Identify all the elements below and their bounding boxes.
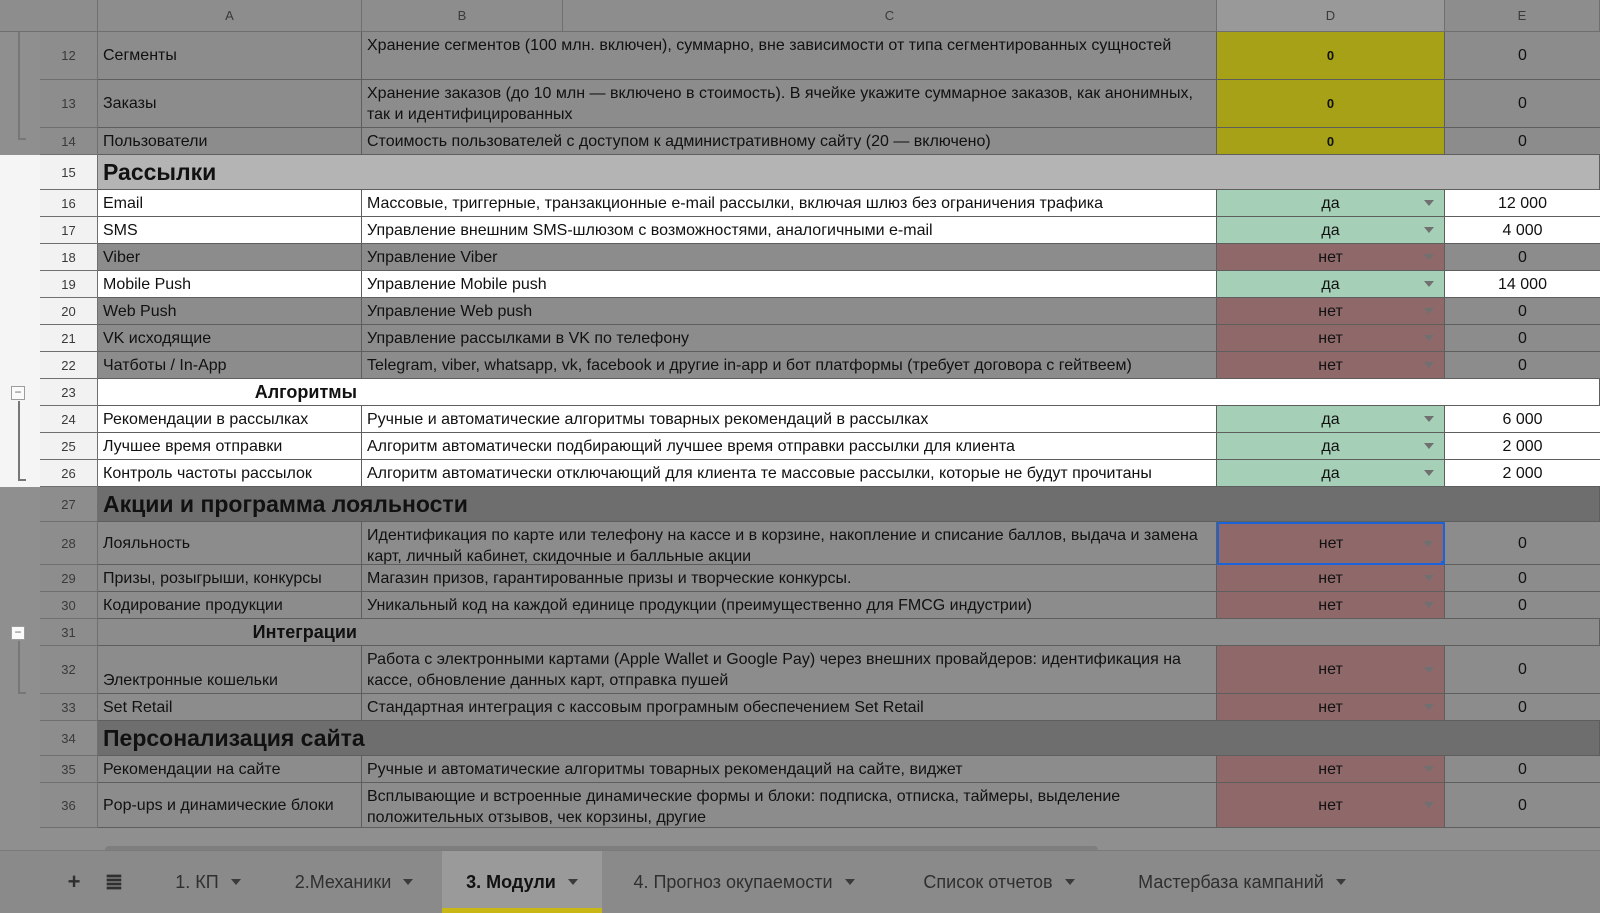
- module-description: Управление Mobile push: [367, 276, 547, 293]
- description-cell[interactable]: [362, 298, 1217, 325]
- row-header[interactable]: 33: [40, 694, 98, 721]
- module-description: Ручные и автоматические алгоритмы товарных рекомендаций на сайте, виджет: [367, 761, 963, 778]
- row-header[interactable]: 14: [40, 128, 98, 155]
- row-gutter: [0, 694, 40, 721]
- dropdown-arrow-icon[interactable]: [1424, 766, 1434, 772]
- dropdown-arrow-icon[interactable]: [1424, 308, 1434, 314]
- module-name-cell[interactable]: [98, 592, 362, 619]
- row-header[interactable]: 34: [40, 721, 98, 756]
- module-description: Управление Web push: [367, 303, 533, 320]
- dropdown-value: да: [1321, 464, 1340, 482]
- description-cell[interactable]: [362, 325, 1217, 352]
- tab-menu-arrow-icon[interactable]: [568, 879, 578, 885]
- description-cell[interactable]: [362, 522, 1217, 565]
- module-name-cell[interactable]: [98, 32, 362, 80]
- module-name: Viber: [103, 248, 141, 266]
- quantity-value: 0: [1326, 133, 1335, 149]
- price-value: 4 000: [1502, 221, 1543, 239]
- row-gutter: [0, 646, 40, 694]
- price-cell[interactable]: [1445, 565, 1600, 592]
- module-description: Работа с электронными картами (Apple Wallet и Google Pay) через внешних провайдеров: идентификация на кассе, обновление данных карт, отправка пушей: [367, 651, 1181, 689]
- row-gutter: [0, 433, 40, 460]
- dropdown-value: нет: [1318, 661, 1343, 678]
- price-value: 0: [1518, 95, 1527, 112]
- add-sheet-glyph: +: [67, 869, 81, 894]
- dropdown-value: да: [1321, 437, 1340, 455]
- group-outline-line: [18, 32, 20, 140]
- group-outline-line: [18, 401, 20, 482]
- dropdown-value: да: [1321, 221, 1340, 239]
- price-cell[interactable]: [1445, 460, 1600, 487]
- dropdown-arrow-icon[interactable]: [1424, 362, 1434, 368]
- module-description: Массовые, триггерные, транзакционные e-mail рассылки, включая шлюз без ограничения трафика: [367, 195, 1104, 212]
- price-value: 6 000: [1502, 410, 1543, 428]
- description-cell[interactable]: [362, 190, 1217, 217]
- row-gutter: [0, 271, 40, 298]
- sheet-tab-3[interactable]: [442, 851, 602, 913]
- dropdown-value: да: [1321, 275, 1340, 293]
- sheet-tab-label: 2.Механики: [294, 871, 392, 892]
- dropdown-arrow-icon[interactable]: [1424, 443, 1434, 449]
- option-dropdown[interactable]: [1217, 694, 1445, 721]
- dropdown-arrow-icon[interactable]: [1424, 667, 1434, 673]
- module-description: Хранение заказов (до 10 млн — включено в стоимость). В ячейке укажите суммарное заказов, как анонимных, так и идентифицированных: [367, 85, 1193, 123]
- sheet-tab-1[interactable]: [150, 851, 266, 913]
- row-header[interactable]: 22: [40, 352, 98, 379]
- description-cell[interactable]: [362, 565, 1217, 592]
- tab-menu-arrow-icon[interactable]: [231, 879, 241, 885]
- row-gutter: [0, 721, 40, 756]
- price-cell[interactable]: [1445, 406, 1600, 433]
- dropdown-value: нет: [1318, 248, 1343, 266]
- description-cell[interactable]: [362, 128, 1217, 155]
- description-cell[interactable]: [362, 756, 1217, 783]
- section-header: [98, 155, 1600, 190]
- collapse-group-icon[interactable]: −: [11, 386, 25, 400]
- sheet-tab-label: Мастербаза кампаний: [1138, 871, 1324, 892]
- dropdown-arrow-icon[interactable]: [1424, 227, 1434, 233]
- add-sheet-icon[interactable]: [58, 851, 90, 913]
- quantity-value: 0: [1326, 96, 1335, 111]
- dropdown-arrow-icon[interactable]: [1424, 254, 1434, 260]
- module-name: Рекомендации в рассылках: [103, 410, 309, 428]
- module-name-cell[interactable]: [98, 80, 362, 128]
- section-header: [98, 487, 1600, 522]
- price-cell[interactable]: [1445, 190, 1600, 217]
- dropdown-value: нет: [1318, 535, 1344, 552]
- option-dropdown[interactable]: [1217, 646, 1445, 694]
- group-outline-end: [18, 479, 26, 481]
- tab-menu-arrow-icon[interactable]: [403, 879, 413, 885]
- row-header[interactable]: 35: [40, 756, 98, 783]
- select-all-corner[interactable]: [0, 0, 98, 32]
- row-header[interactable]: 17: [40, 217, 98, 244]
- row-header[interactable]: 12: [40, 32, 98, 80]
- price-value: 0: [1518, 356, 1527, 374]
- module-name-cell[interactable]: [98, 352, 362, 379]
- module-name-cell[interactable]: [98, 694, 362, 721]
- option-dropdown[interactable]: [1217, 592, 1445, 619]
- price-value: 0: [1518, 661, 1527, 678]
- price-value: 0: [1518, 248, 1527, 266]
- dropdown-value: нет: [1318, 329, 1343, 347]
- module-name-cell[interactable]: [98, 522, 362, 565]
- group-outline-end: [18, 138, 26, 140]
- dropdown-arrow-icon[interactable]: [1424, 602, 1434, 608]
- module-description: Уникальный код на каждой единице продукции (преимущественно для FMCG индустрии): [367, 597, 1033, 614]
- group-outline-line: [18, 641, 20, 695]
- dropdown-value: да: [1321, 194, 1340, 212]
- module-name-cell[interactable]: [98, 783, 362, 828]
- dropdown-arrow-icon[interactable]: [1424, 802, 1434, 808]
- module-description: Всплывающие и встроенные динамические формы и блоки: подписка, отписка, таймеры, выделение положительных отзывов, чек корзины, другие: [367, 788, 1121, 826]
- dropdown-value: нет: [1318, 760, 1343, 778]
- sheet-tab-label: 1. КП: [175, 871, 219, 892]
- module-name: Pop-ups и динамические блоки: [103, 796, 334, 814]
- description-cell[interactable]: [362, 694, 1217, 721]
- all-sheets-icon[interactable]: [98, 851, 130, 913]
- subsection-header: [98, 379, 362, 406]
- module-description: Алгоритм автоматически подбирающий лучшее время отправки рассылки для клиента: [367, 438, 1015, 455]
- column-header-d[interactable]: D: [1217, 0, 1445, 32]
- module-name-cell[interactable]: [98, 433, 362, 460]
- module-name: Кодирование продукции: [103, 596, 283, 614]
- tab-menu-arrow-icon[interactable]: [1065, 879, 1075, 885]
- price-cell[interactable]: [1445, 244, 1600, 271]
- module-name: Контроль частоты рассылок: [103, 464, 312, 482]
- row-gutter: [0, 406, 40, 433]
- module-name-cell[interactable]: [98, 565, 362, 592]
- module-name: Чатботы / In-App: [103, 356, 227, 374]
- module-name: Лучшее время отправки: [103, 437, 283, 455]
- dropdown-value: нет: [1318, 796, 1343, 814]
- module-name-cell[interactable]: [98, 756, 362, 783]
- description-cell[interactable]: [362, 592, 1217, 619]
- row-gutter: [0, 487, 40, 522]
- module-description: Управление Viber: [367, 249, 498, 266]
- dropdown-value: нет: [1318, 596, 1343, 614]
- column-header-e[interactable]: E: [1445, 0, 1600, 32]
- module-name: Mobile Push: [103, 275, 192, 293]
- price-value: 0: [1518, 47, 1527, 64]
- option-dropdown[interactable]: [1217, 190, 1445, 217]
- price-value: 0: [1518, 760, 1527, 778]
- price-cell[interactable]: [1445, 783, 1600, 828]
- row-header[interactable]: 27: [40, 487, 98, 522]
- option-dropdown[interactable]: [1217, 565, 1445, 592]
- price-cell[interactable]: [1445, 32, 1600, 80]
- module-description: Стоимость пользователей с доступом к административному сайту (20 — включено): [367, 133, 991, 150]
- row-header[interactable]: 29: [40, 565, 98, 592]
- subsection-fill: [362, 619, 1600, 646]
- sheet-tab-6[interactable]: [1118, 851, 1366, 913]
- column-header-b[interactable]: B: [362, 0, 563, 32]
- module-description: Управление рассылками в VK по телефону: [367, 330, 690, 347]
- module-name-cell[interactable]: [98, 244, 362, 271]
- dropdown-arrow-icon[interactable]: [1423, 541, 1433, 547]
- subsection-title: Интеграции: [252, 621, 357, 642]
- price-cell[interactable]: [1445, 352, 1600, 379]
- quantity-value: 0: [1326, 48, 1335, 63]
- option-dropdown[interactable]: [1217, 352, 1445, 379]
- option-dropdown[interactable]: [1217, 522, 1445, 565]
- module-name: Set Retail: [103, 698, 173, 716]
- row-header[interactable]: 19: [40, 271, 98, 298]
- module-name-cell[interactable]: [98, 190, 362, 217]
- price-value: 0: [1518, 534, 1527, 552]
- column-header-c[interactable]: C: [563, 0, 1217, 32]
- description-cell[interactable]: [362, 271, 1217, 298]
- tab-menu-arrow-icon[interactable]: [845, 879, 855, 885]
- row-header[interactable]: 23: [40, 379, 98, 406]
- description-cell[interactable]: [362, 352, 1217, 379]
- row-gutter: [0, 217, 40, 244]
- price-cell[interactable]: [1445, 298, 1600, 325]
- dropdown-value: нет: [1318, 569, 1343, 587]
- option-dropdown[interactable]: [1217, 271, 1445, 298]
- row-gutter: [0, 298, 40, 325]
- module-name: Рекомендации на сайте: [103, 760, 281, 778]
- option-dropdown[interactable]: [1217, 217, 1445, 244]
- sheet-tab-2[interactable]: [278, 851, 430, 913]
- sheet-tab-4[interactable]: [615, 851, 873, 913]
- row-gutter: [0, 32, 40, 80]
- module-name: Электронные кошельки: [103, 672, 278, 689]
- description-cell[interactable]: [362, 646, 1217, 694]
- price-cell[interactable]: [1445, 694, 1600, 721]
- sheet-tab-label: 4. Прогноз окупаемости: [633, 871, 833, 892]
- sheet-tab-5[interactable]: [895, 851, 1103, 913]
- dropdown-arrow-icon[interactable]: [1424, 470, 1434, 476]
- module-name: Сегменты: [103, 47, 177, 64]
- row-gutter: [0, 565, 40, 592]
- price-value: 0: [1518, 302, 1527, 320]
- dropdown-value: нет: [1318, 356, 1343, 374]
- price-cell[interactable]: [1445, 646, 1600, 694]
- group-outline-end: [18, 692, 26, 694]
- option-dropdown[interactable]: [1217, 783, 1445, 828]
- row-header[interactable]: 26: [40, 460, 98, 487]
- row-gutter: [0, 80, 40, 128]
- dropdown-value: нет: [1318, 698, 1343, 716]
- option-dropdown[interactable]: [1217, 406, 1445, 433]
- module-name-cell[interactable]: [98, 646, 362, 694]
- section-title: Рассылки: [103, 158, 217, 185]
- row-header[interactable]: 32: [40, 646, 98, 694]
- module-description: Магазин призов, гарантированные призы и творческие конкурсы.: [367, 570, 852, 587]
- module-name-cell[interactable]: [98, 271, 362, 298]
- description-cell[interactable]: [362, 783, 1217, 828]
- price-cell[interactable]: [1445, 433, 1600, 460]
- price-cell[interactable]: [1445, 80, 1600, 128]
- row-gutter: [0, 756, 40, 783]
- module-name: SMS: [103, 221, 138, 239]
- sheet-tab-bar: [0, 850, 1600, 913]
- column-header-a[interactable]: A: [98, 0, 362, 32]
- section-title: Персонализация сайта: [103, 724, 365, 751]
- description-cell[interactable]: [362, 460, 1217, 487]
- row-gutter: [0, 190, 40, 217]
- price-value: 12 000: [1498, 194, 1547, 212]
- description-cell[interactable]: [362, 32, 1217, 80]
- price-value: 0: [1518, 132, 1527, 150]
- module-name: Призы, розыгрыши, конкурсы: [103, 569, 322, 587]
- row-gutter: [0, 155, 40, 190]
- module-name-cell[interactable]: [98, 128, 362, 155]
- module-name-cell[interactable]: [98, 217, 362, 244]
- dropdown-arrow-icon[interactable]: [1424, 416, 1434, 422]
- price-cell[interactable]: [1445, 592, 1600, 619]
- price-value: 0: [1518, 569, 1527, 587]
- row-gutter: [0, 325, 40, 352]
- price-value: 0: [1518, 596, 1527, 614]
- option-dropdown[interactable]: [1217, 756, 1445, 783]
- option-dropdown[interactable]: [1217, 433, 1445, 460]
- sheet-tab-label: Список отчетов: [923, 871, 1053, 892]
- subsection-title: Алгоритмы: [254, 381, 357, 402]
- row-gutter: [0, 460, 40, 487]
- option-dropdown[interactable]: [1217, 460, 1445, 487]
- price-cell[interactable]: [1445, 271, 1600, 298]
- quantity-cell[interactable]: [1217, 32, 1445, 80]
- price-value: 2 000: [1502, 464, 1543, 482]
- row-header[interactable]: 15: [40, 155, 98, 190]
- price-cell[interactable]: [1445, 128, 1600, 155]
- price-value: 2 000: [1502, 437, 1543, 455]
- module-name: Пользователи: [103, 132, 208, 150]
- dropdown-arrow-icon[interactable]: [1424, 335, 1434, 341]
- module-description: Telegram, viber, whatsapp, vk, facebook и другие in-app и бот платформы (требует договора с гейтвеем): [367, 357, 1132, 374]
- collapse-group-icon[interactable]: −: [11, 626, 25, 640]
- module-name-cell[interactable]: [98, 460, 362, 487]
- module-description: Алгоритм автоматически отключающий для клиента те массовые рассылки, которые не будут прочитаны: [367, 465, 1152, 482]
- description-cell[interactable]: [362, 433, 1217, 460]
- row-header[interactable]: 25: [40, 433, 98, 460]
- option-dropdown[interactable]: [1217, 244, 1445, 271]
- dropdown-arrow-icon[interactable]: [1424, 200, 1434, 206]
- option-dropdown[interactable]: [1217, 298, 1445, 325]
- dropdown-arrow-icon[interactable]: [1424, 281, 1434, 287]
- description-cell[interactable]: [362, 244, 1217, 271]
- price-value: 0: [1518, 698, 1527, 716]
- subsection-fill: [362, 379, 1600, 406]
- price-value: 0: [1518, 796, 1527, 814]
- subsection-header: [98, 619, 362, 646]
- module-name: Лояльность: [103, 534, 191, 552]
- all-sheets-glyph: ≣: [104, 869, 124, 894]
- price-cell[interactable]: [1445, 522, 1600, 565]
- module-name-cell[interactable]: [98, 325, 362, 352]
- row-header[interactable]: 28: [40, 522, 98, 565]
- module-name: Заказы: [103, 95, 157, 112]
- dropdown-arrow-icon[interactable]: [1424, 575, 1434, 581]
- module-description: Идентификация по карте или телефону на кассе и в корзине, накопление и списание баллов, выдача и замена карт, личный кабинет, скидочные и балльные акции: [367, 527, 1198, 565]
- dropdown-value: да: [1321, 410, 1340, 428]
- section-title: Акции и программа лояльности: [103, 490, 468, 517]
- price-cell[interactable]: [1445, 325, 1600, 352]
- description-cell[interactable]: [362, 217, 1217, 244]
- row-header[interactable]: 21: [40, 325, 98, 352]
- row-header[interactable]: 36: [40, 783, 98, 828]
- dropdown-value: нет: [1318, 302, 1343, 320]
- dropdown-arrow-icon[interactable]: [1424, 704, 1434, 710]
- row-header[interactable]: 20: [40, 298, 98, 325]
- module-name: Email: [103, 194, 144, 212]
- price-cell[interactable]: [1445, 217, 1600, 244]
- row-gutter: [0, 128, 40, 155]
- section-header: [98, 721, 1600, 756]
- row-header[interactable]: 31: [40, 619, 98, 646]
- row-gutter: [0, 522, 40, 565]
- row-header[interactable]: 30: [40, 592, 98, 619]
- module-name-cell[interactable]: [98, 298, 362, 325]
- module-description: Управление внешним SMS-шлюзом с возможностями, аналогичными e-mail: [367, 222, 933, 239]
- row-gutter: [0, 783, 40, 828]
- module-description: Хранение сегментов (100 млн. включен), суммарно, вне зависимости от типа сегментированных сущностей: [367, 37, 1172, 54]
- row-header[interactable]: 18: [40, 244, 98, 271]
- quantity-cell[interactable]: [1217, 80, 1445, 128]
- option-dropdown[interactable]: [1217, 325, 1445, 352]
- price-cell[interactable]: [1445, 756, 1600, 783]
- row-gutter: [0, 352, 40, 379]
- price-value: 14 000: [1498, 275, 1547, 293]
- tab-menu-arrow-icon[interactable]: [1336, 879, 1346, 885]
- row-header[interactable]: 13: [40, 80, 98, 128]
- quantity-cell[interactable]: [1217, 128, 1445, 155]
- module-description: Стандартная интеграция с кассовым програмным обеспечением Set Retail: [367, 699, 924, 716]
- row-gutter: [0, 244, 40, 271]
- description-cell[interactable]: [362, 80, 1217, 128]
- row-header[interactable]: 16: [40, 190, 98, 217]
- module-name: Web Push: [103, 302, 177, 320]
- description-cell[interactable]: [362, 406, 1217, 433]
- module-description: Ручные и автоматические алгоритмы товарных рекомендаций в рассылках: [367, 411, 929, 428]
- row-gutter: [0, 592, 40, 619]
- module-name: VK исходящие: [103, 329, 212, 347]
- module-name-cell[interactable]: [98, 406, 362, 433]
- row-header[interactable]: 24: [40, 406, 98, 433]
- price-value: 0: [1518, 329, 1527, 347]
- sheet-tab-label: 3. Модули: [466, 871, 556, 892]
